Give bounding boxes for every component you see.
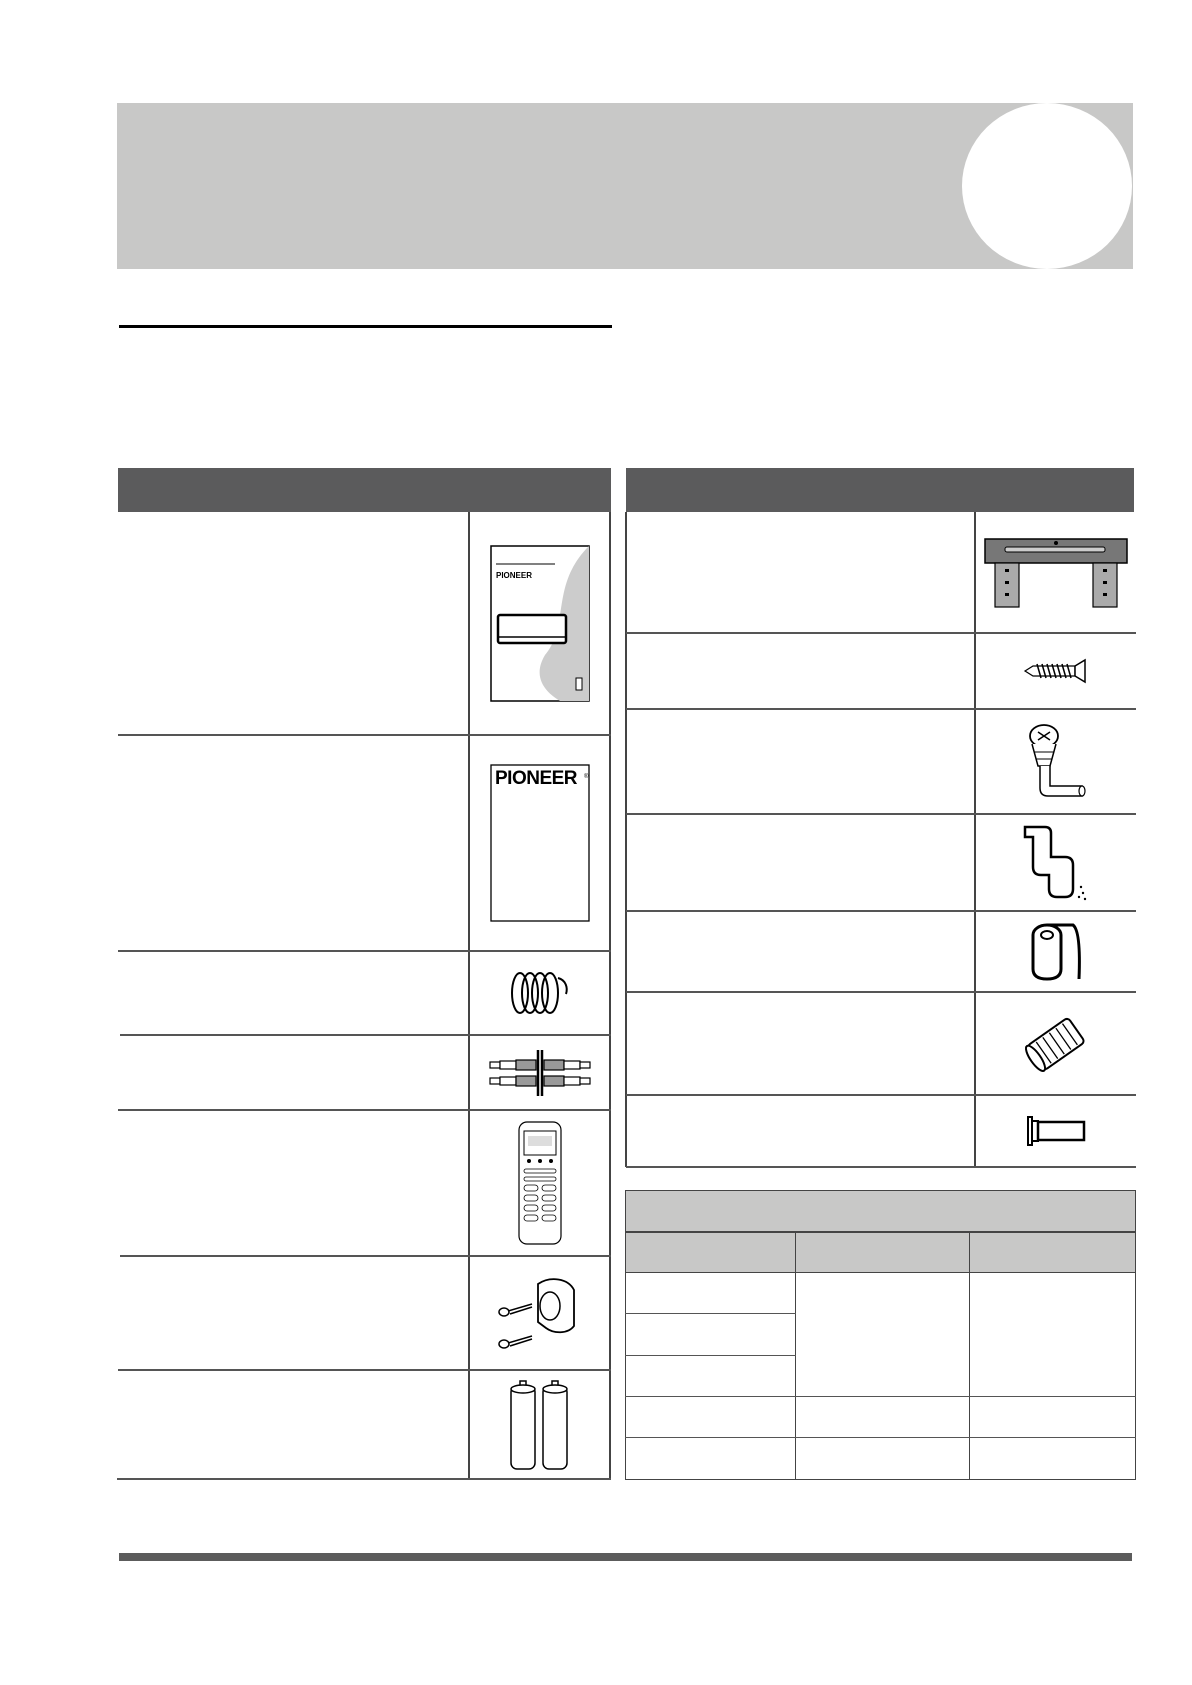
connecting-pipe-icon xyxy=(470,1036,609,1109)
wall-anchor-icon xyxy=(976,1096,1136,1166)
left-table-header xyxy=(118,468,611,512)
chapter-badge xyxy=(962,103,1132,269)
insulation-sleeve-icon xyxy=(976,993,1136,1094)
remote-control-icon xyxy=(470,1111,609,1255)
spec-table-col-2 xyxy=(795,1232,970,1273)
spec-table-col-1 xyxy=(625,1232,796,1273)
remote-holder-icon xyxy=(470,1257,609,1369)
right-table-header xyxy=(626,468,1134,512)
drain-hose-icon xyxy=(976,815,1136,910)
batteries-icon xyxy=(470,1371,609,1478)
spec-table-title-row xyxy=(625,1190,1136,1232)
screw-icon xyxy=(976,634,1136,708)
footer-rule xyxy=(119,1553,1132,1561)
coiled-wire-icon xyxy=(470,952,609,1034)
pioneer-booklet-icon xyxy=(470,736,609,950)
drain-joint-icon xyxy=(976,710,1136,813)
section-heading-rule xyxy=(119,325,612,328)
manual-brand-text: PIONEER xyxy=(495,570,532,580)
booklet-trademark: ® xyxy=(583,774,588,780)
spec-table-col-3 xyxy=(969,1232,1136,1273)
tape-roll-icon xyxy=(976,912,1136,991)
booklet-brand-text: PIONEER xyxy=(494,768,577,789)
manual-booklet-icon xyxy=(470,512,609,734)
mounting-plate-icon xyxy=(976,512,1136,632)
